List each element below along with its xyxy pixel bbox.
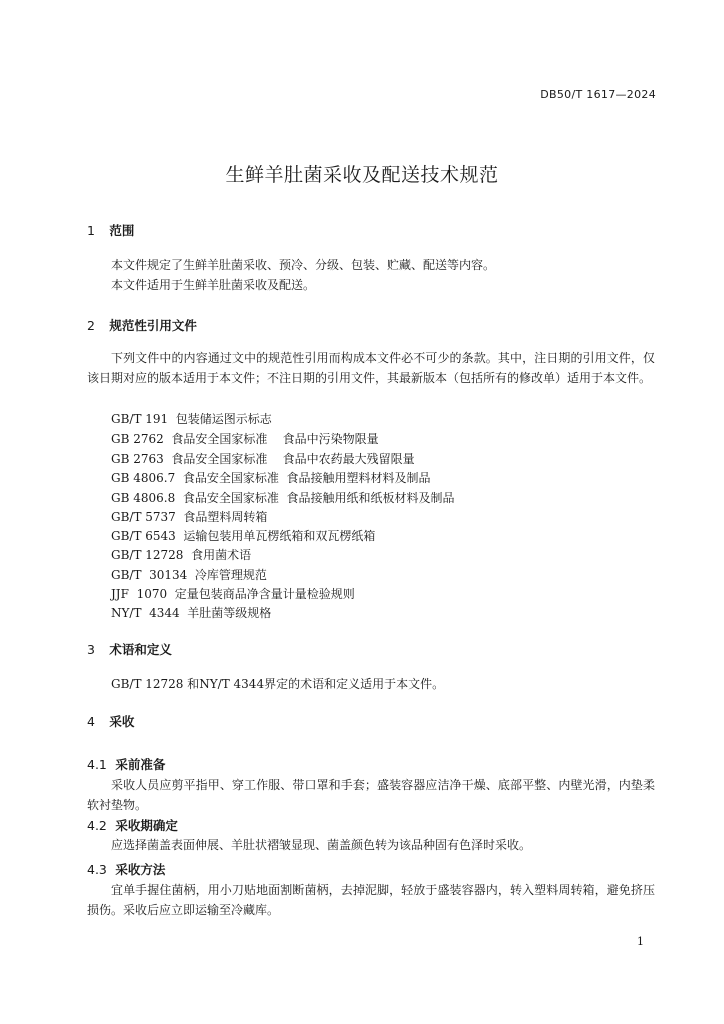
section-3-heading <box>87 640 172 658</box>
paragraph: 宜单手握住菌柄，用小刀贴地面割断菌柄，去掉泥脚，轻放于盛装容器内，转入塑料周转箱，避免挤压损伤。采收后应立即运输至冷藏库。 <box>87 883 655 917</box>
reference-item: GB/T 12728 食用菌术语 <box>111 548 252 562</box>
paragraph: GB/T 12728 和NY/T 4344界定的术语和定义适用于本文件。 <box>111 677 445 691</box>
page-number: 1 <box>637 935 644 948</box>
document-code: DB50/T 1617—2024 <box>540 88 656 101</box>
reference-item: GB/T 30134 冷库管理规范 <box>111 568 267 582</box>
paragraph: 本文件规定了生鲜羊肚菌采收、预冷、分级、包装、贮藏、配送等内容。 <box>111 258 496 272</box>
reference-item: GB 2763 食品安全国家标准 食品中农药最大残留限量 <box>111 452 415 466</box>
subsection-4-3-heading <box>87 860 165 878</box>
reference-item: JJF 1070 定量包装商品净含量计量检验规则 <box>111 587 355 601</box>
document-title: 生鲜羊肚菌采收及配送技术规范 <box>225 164 499 186</box>
paragraph: 本文件适用于生鲜羊肚菌采收及配送。 <box>111 278 316 292</box>
reference-item: GB 2762 食品安全国家标准 食品中污染物限量 <box>111 432 379 446</box>
paragraph: 下列文件中的内容通过文中的规范性引用而构成本文件必不可少的条款。其中，注日期的引用文件，仅该日期对应的版本适用于本文件；不注日期的引用文件，其最新版本（包括所有的修改单）适用于本文件。 <box>87 351 655 385</box>
section-title: 范围 <box>109 223 135 238</box>
subsection-number: 4.2 <box>87 818 107 833</box>
paragraph: 采收人员应剪平指甲、穿工作服、带口罩和手套；盛装容器应洁净干燥、底部平整、内壁光滑，内垫柔软衬垫物。 <box>87 778 655 812</box>
section-title: 规范性引用文件 <box>109 318 197 333</box>
paragraph: 应选择菌盖表面伸展、羊肚状褶皱显现、菌盖颜色转为该品种固有色泽时采收。 <box>111 838 532 852</box>
section-number: 1 <box>87 223 95 238</box>
section-4-heading <box>87 712 134 730</box>
section-title: 术语和定义 <box>109 642 172 657</box>
subsection-title: 采前准备 <box>115 757 166 772</box>
subsection-number: 4.1 <box>87 757 107 772</box>
reference-item: GB 4806.8 食品安全国家标准 食品接触用纸和纸板材料及制品 <box>111 491 455 505</box>
subsection-number: 4.3 <box>87 862 107 877</box>
subsection-title: 采收方法 <box>115 862 166 877</box>
section-1-heading <box>87 221 134 239</box>
subsection-title: 采收期确定 <box>115 818 178 833</box>
reference-item: NY/T 4344 羊肚菌等级规格 <box>111 606 272 620</box>
section-number: 4 <box>87 714 95 729</box>
reference-item: GB/T 6543 运输包装用单瓦楞纸箱和双瓦楞纸箱 <box>111 529 376 543</box>
section-number: 2 <box>87 318 95 333</box>
section-title: 采收 <box>109 714 135 729</box>
section-2-heading <box>87 316 197 334</box>
reference-item: GB/T 5737 食品塑料周转箱 <box>111 510 268 524</box>
subsection-4-2-heading <box>87 816 178 834</box>
reference-item: GB/T 191 包装储运图示标志 <box>111 412 272 426</box>
reference-item: GB 4806.7 食品安全国家标准 食品接触用塑料材料及制品 <box>111 471 431 485</box>
section-number: 3 <box>87 642 95 657</box>
subsection-4-1-heading <box>87 755 165 773</box>
